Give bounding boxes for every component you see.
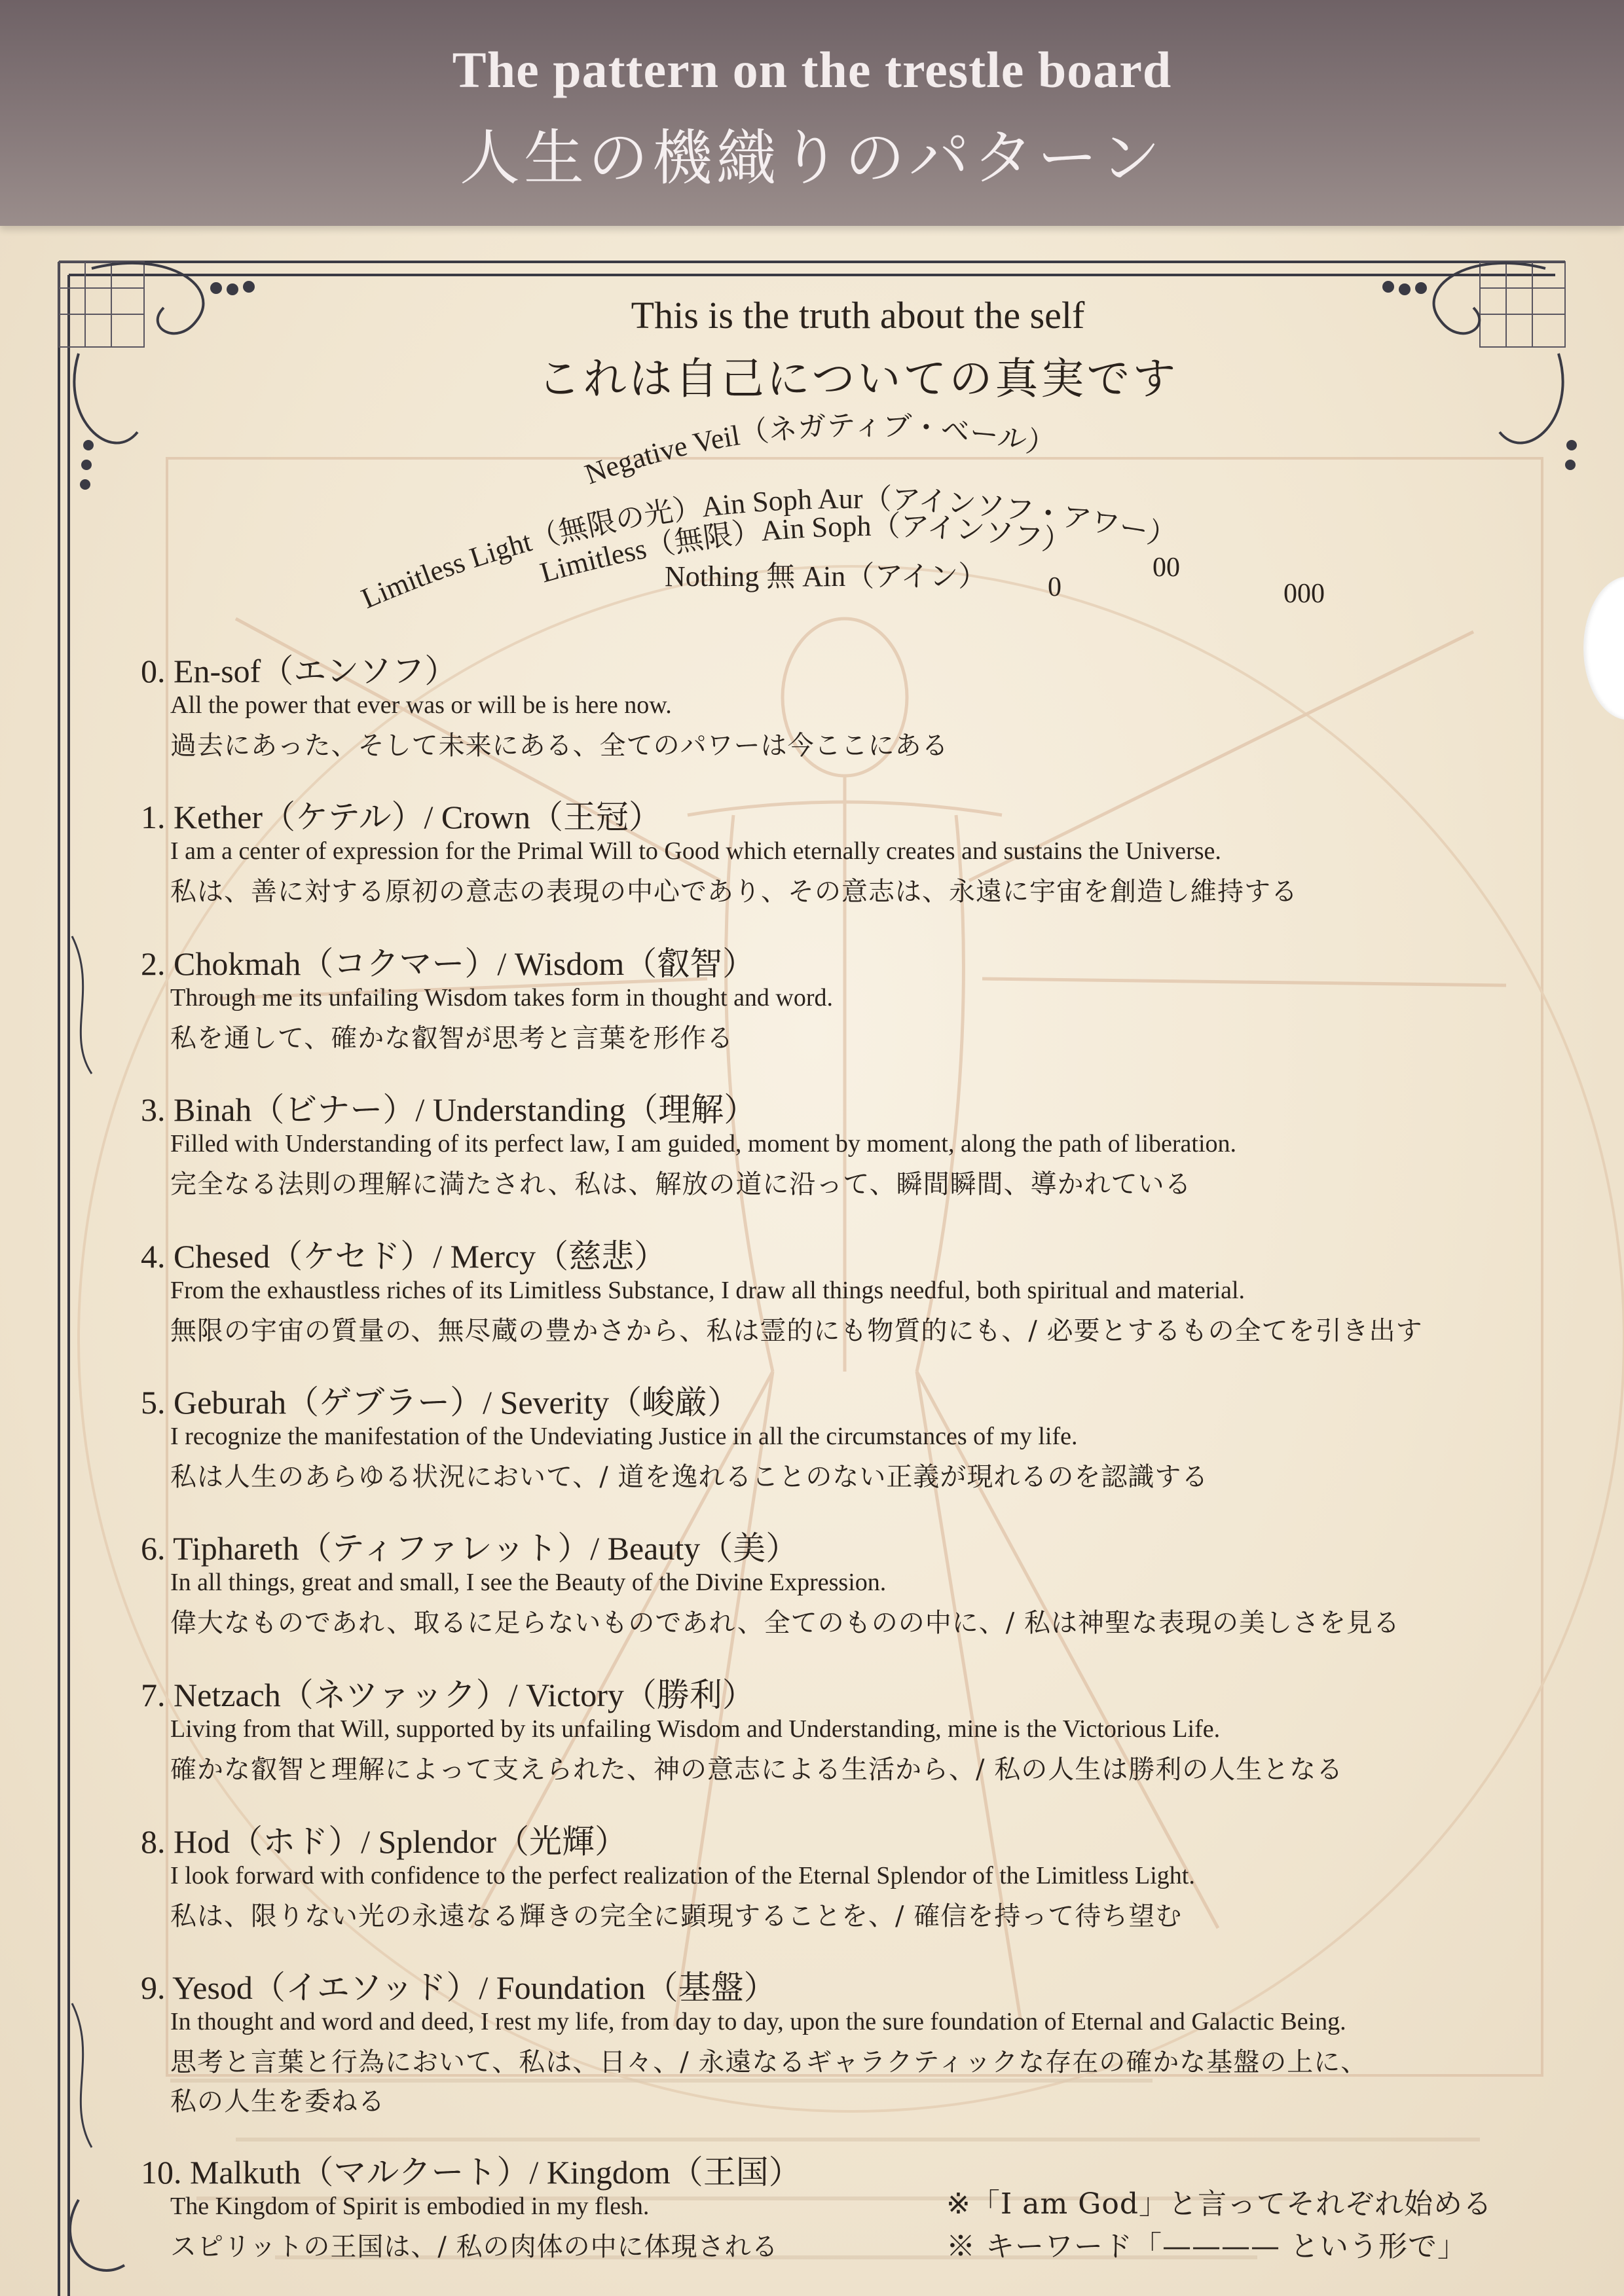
sephirah-japanese: スピリットの王国は、/ 私の肉体の中に体現される (170, 2232, 779, 2262)
sephirah-english: Living from that Will, supported by its unfailing Wisdom and Understanding, mine is the Victorious Life. (170, 1715, 1221, 1743)
title-ja: 人生の機織りのパターン (459, 123, 1165, 193)
sephirah-japanese: 無限の宇宙の質量の、無尽蔵の豊かさから、私は霊的にも物質的にも、/ 必要とするもの全てを引き出す (170, 1316, 1423, 1346)
sephirah-japanese: 私を通して、確かな叡智が思考と言葉を形作る (170, 1023, 734, 1053)
sephirah-0-en-sof (141, 645, 949, 761)
sephirah-japanese: 思考と言葉と行為において、私は、日々、/ 永遠なるギャラクティックな存在の確かな基盤の上に、 (170, 2047, 1368, 2077)
sephirah-4-chesed (141, 1230, 1423, 1346)
sephirah-japanese: 私は、善に対する原初の意志の表現の中心であり、その意志は、永遠に宇宙を創造し維持する (170, 877, 1298, 907)
sephirah-english: I recognize the manifestation of the Undeviating Justice in all the circumstances of my life. (170, 1423, 1078, 1450)
sephirah-heading: 0. En-sof（エンソフ） (141, 653, 458, 689)
note-keyword: ※ キーワード「———— という形で」 (946, 2230, 1467, 2263)
sephirah-heading: 9. Yesod（イエソッド）/ Foundation（基盤） (141, 1969, 777, 2006)
sephirah-english: I am a center of expression for the Primal Will to Good which eternally creates and sustains the Universe. (170, 837, 1221, 865)
sephirah-english: I look forward with confidence to the perfect realization of the Eternal Splendor of the Limitless Light. (170, 1862, 1195, 1889)
sephirah-heading: 4. Chesed（ケセド）/ Mercy（慈悲） (141, 1238, 667, 1275)
veil-number-0: 0 (1048, 572, 1061, 602)
sephirah-japanese: 私は、限りない光の永遠なる輝きの完全に顕現することを、/ 確信を持って待ち望む (170, 1901, 1183, 1931)
sephirah-english: In thought and word and deed, I rest my life, from day to day, upon the sure foundation of Eternal and Galactic Being. (170, 2008, 1346, 2035)
sephirah-english: All the power that ever was or will be is here now. (170, 691, 672, 719)
sephirah-7-netzach (141, 1669, 1344, 1785)
sephirah-8-hod (141, 1815, 1195, 1931)
sephirah-3-binah (141, 1084, 1237, 1199)
sephirah-english: Through me its unfailing Wisdom takes form in thought and word. (170, 984, 834, 1011)
subtitle-ja: これは自己についての真実です (537, 354, 1179, 404)
sephirah-japanese: 完全なる法則の理解に満たされ、私は、解放の道に沿って、瞬間瞬間、導かれている (170, 1169, 1192, 1199)
sephirah-heading: 5. Geburah（ゲブラー）/ Severity（峻厳） (141, 1384, 741, 1421)
sephirah-japanese: 過去にあった、そして未来にある、全てのパワーは今ここにある (170, 731, 949, 761)
sephirah-english: Filled with Understanding of its perfect law, I am guided, moment by moment, along the path of liberation. (170, 1130, 1237, 1157)
limitless-label: Limitless（無限）Ain Soph（アインソフ） (536, 509, 1074, 589)
nothing-label: Nothing 無 Ain（アイン） (665, 560, 987, 592)
sephirah-heading: 2. Chokmah（コクマー）/ Wisdom（叡智） (141, 945, 756, 982)
sephirah-japanese: 確かな叡智と理解によって支えられた、神の意志による生活から、/ 私の人生は勝利の人生となる (170, 1755, 1344, 1785)
sephirah-heading: 3. Binah（ビナー）/ Understanding（理解） (141, 1091, 757, 1128)
note-i-am-god: ※「I am God」と言ってそれぞれ始める (946, 2187, 1492, 2221)
sephirah-japanese: 私は人生のあらゆる状況において、/ 道を逸れることのない正義が現れるのを認識する (170, 1462, 1209, 1492)
sephirah-japanese: 偉大なものであれ、取るに足らないものであれ、全てのものの中に、/ 私は神聖な表現の美しさを見る (170, 1608, 1400, 1638)
sephirah-english: From the exhaustless riches of its Limitless Substance, I draw all things needful, both spiritual and material. (170, 1277, 1246, 1304)
sephirah-japanese-continued: 私の人生を委ねる (170, 2086, 385, 2117)
limitless-light-label: Limitless Light（無限の光）Ain Soph Aur（アインソフ・アワー） (356, 483, 1180, 615)
sephirah-heading: 1. Kether（ケテル）/ Crown（王冠） (141, 799, 662, 835)
sephirah-english: In all things, great and small, I see the Beauty of the Divine Expression. (170, 1569, 887, 1596)
veil-number-000: 000 (1283, 579, 1325, 609)
sephirah-2-chokmah (141, 938, 834, 1053)
sephirah-heading: 8. Hod（ホド）/ Splendor（光輝） (141, 1823, 628, 1860)
sephirah-heading: 10. Malkuth（マルクート）/ Kingdom（王国） (141, 2154, 802, 2191)
sephirah-10-malkuth (141, 2146, 802, 2262)
sephirah-6-tiphareth (141, 1522, 1400, 1638)
sephirah-heading: 7. Netzach（ネツァック）/ Victory（勝利） (141, 1677, 755, 1713)
subtitle-en: This is the truth about the self (631, 294, 1085, 337)
title-en: The pattern on the trestle board (452, 41, 1172, 98)
veil-number-00: 00 (1153, 553, 1180, 583)
sephirah-english: The Kingdom of Spirit is embodied in my flesh. (170, 2193, 650, 2220)
sephirah-1-kether (141, 791, 1298, 907)
sephirah-heading: 6. Tiphareth（ティファレット）/ Beauty（美） (141, 1530, 799, 1567)
negative-veil-label: Negative Veil（ネガティブ・ベール） (580, 409, 1058, 491)
sephirah-9-yesod (141, 1961, 1368, 2117)
sephirah-5-geburah (141, 1376, 1209, 1492)
